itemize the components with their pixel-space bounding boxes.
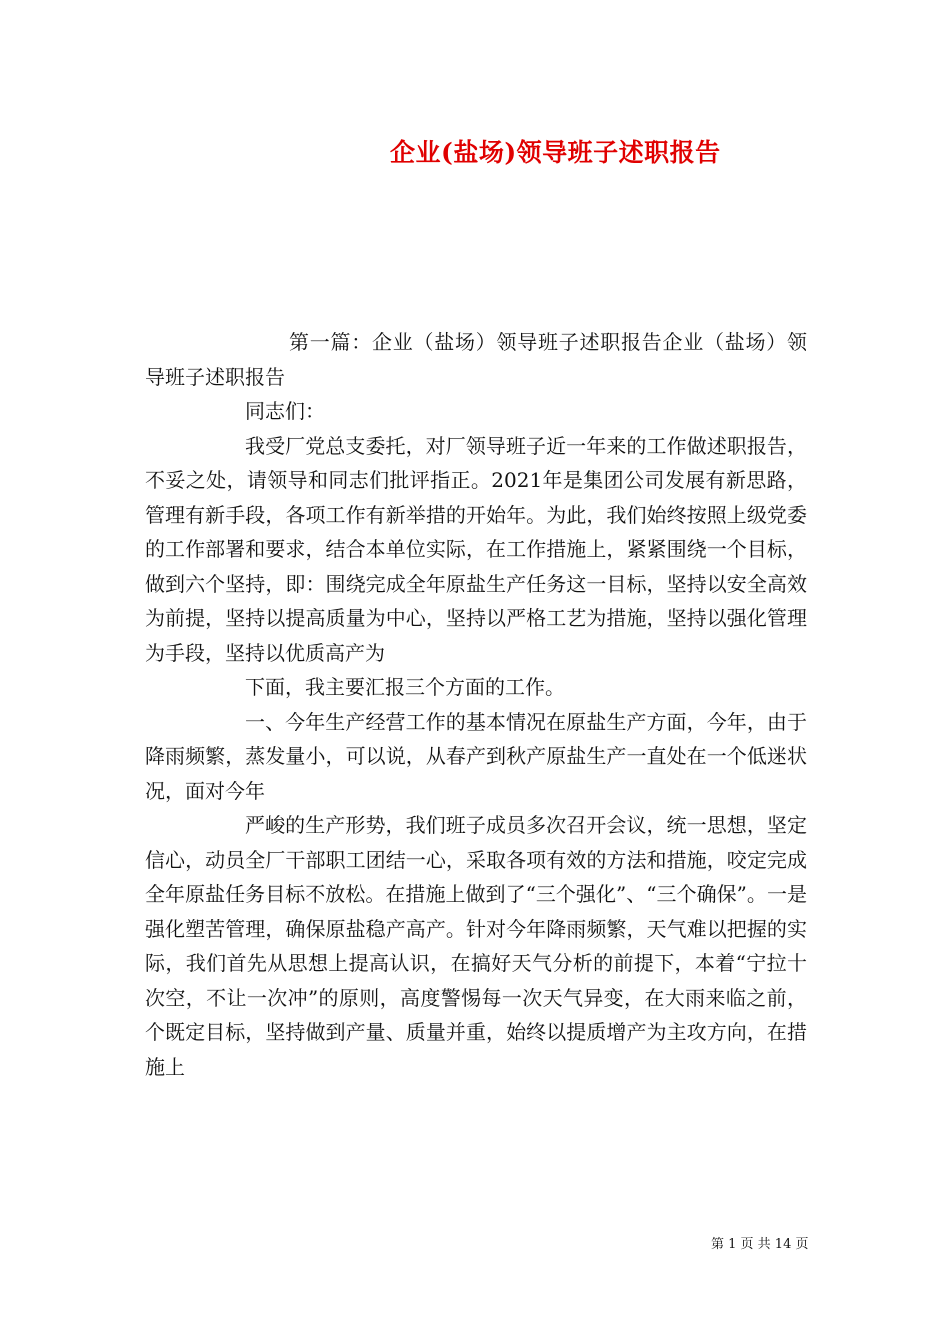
paragraph-measures: 严峻的生产形势，我们班子成员多次召开会议，统一思想，坚定信心，动员全厂干部职工团结一心，采取各项有效的方法和措施，咬定完成全年原盐任务目标不放松。在措施上做到了“三个强化”、“三个确保”。一是强化塑苦管理，确保原盐稳产高产。针对今年降雨频繁，天气难以把握的实际，我们首先从思想上提高认识，在搞好天气分析的前提下，本着“宁拉十次空，不让一次冲”的原则，高度警惕每一次天气异变，在大雨来临之前，个既定目标，坚持做到产量、质量并重，始终以提质增产为主攻方向，在措施上 (145, 813, 807, 1079)
paragraph-salutation: 同志们： (245, 399, 325, 423)
paragraph-heading: 第一篇：企业（盐场）领导班子述职报告企业（盐场）领导班子述职报告 (145, 330, 807, 389)
document-title: 企业(盐场)领导班子述职报告 (390, 138, 721, 167)
paragraph-overview: 下面，我主要汇报三个方面的工作。 (245, 675, 565, 699)
paragraph-intro: 我受厂党总支委托，对厂领导班子近一年来的工作做述职报告，不妥之处，请领导和同志们批评指正。2021年是集团公司发展有新思路，管理有新手段，各项工作有新举措的开始年。为此，我们始终按照上级党委的工作部署和要求，结合本单位实际，在工作措施上，紧紧围绕一个目标，做到六个坚持，即：围绕完成全年原盐生产任务这一目标，坚持以安全高效为前提，坚持以提高质量为中心，坚持以严格工艺为措施，坚持以强化管理为手段，坚持以优质高产为 (145, 433, 807, 665)
page-number-footer: 第 1 页 共 14 页 (711, 1237, 809, 1252)
document-body (145, 325, 807, 1084)
paragraph-section-one: 一、今年生产经营工作的基本情况在原盐生产方面，今年，由于降雨频繁，蒸发量小，可以说，从春产到秋产原盐生产一直处在一个低迷状况，面对今年 (145, 709, 807, 803)
